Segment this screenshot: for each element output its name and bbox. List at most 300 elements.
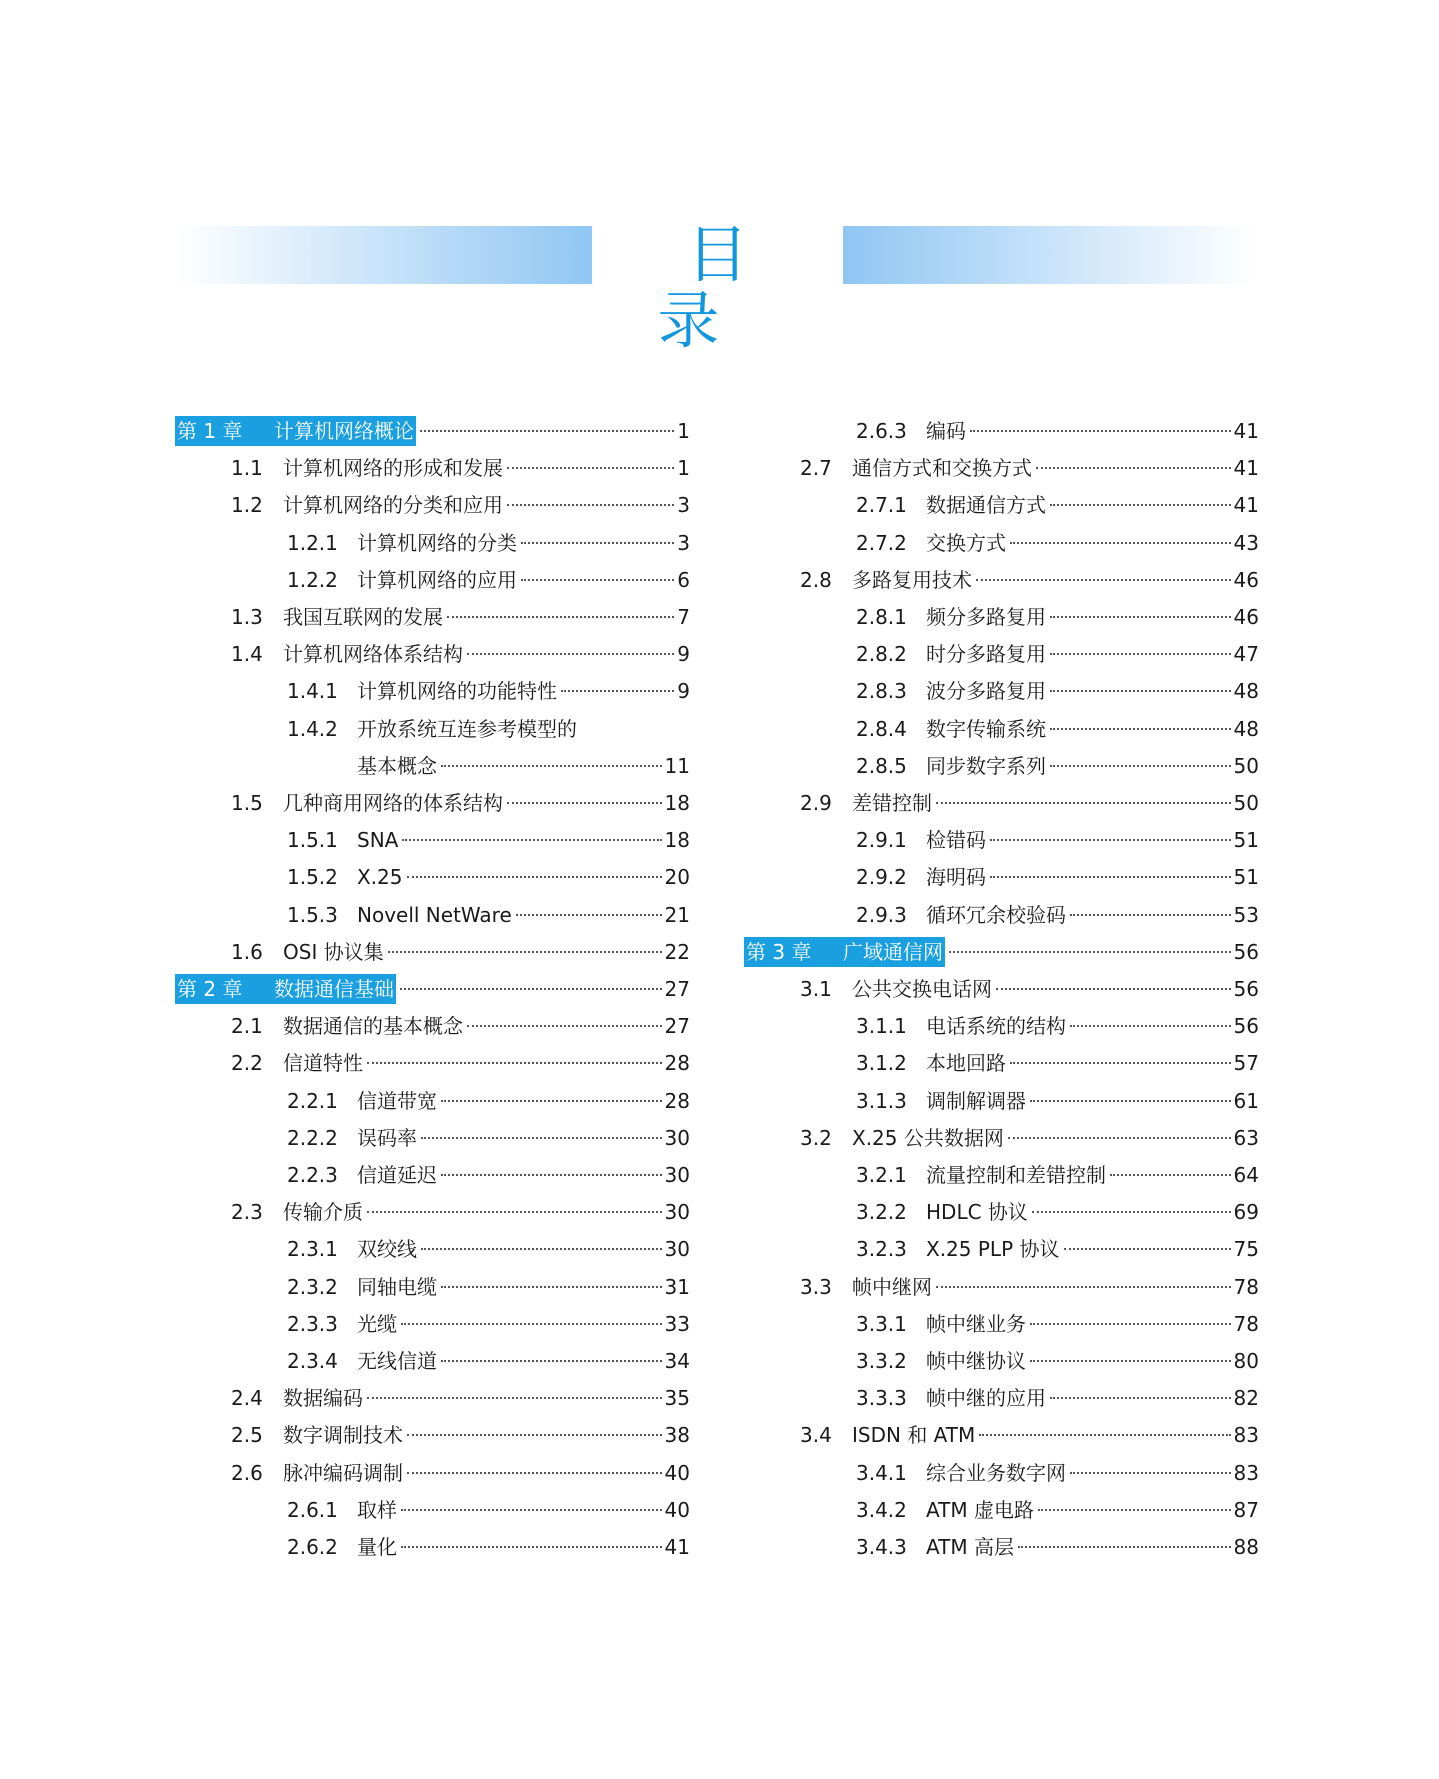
toc-entry-row[interactable] xyxy=(744,1048,1259,1078)
toc-entry[interactable] xyxy=(744,1197,1259,1227)
toc-leader-dots xyxy=(521,579,674,581)
toc-entry-row[interactable] xyxy=(744,1160,1259,1190)
toc-entry-row[interactable] xyxy=(744,1309,1259,1339)
toc-entry-number: 1.5.3 xyxy=(287,902,338,927)
toc-entry[interactable] xyxy=(744,1532,1259,1562)
toc-leader-dots xyxy=(1032,1211,1231,1213)
toc-entry[interactable] xyxy=(744,1346,1259,1376)
toc-entry-number: 3.3.3 xyxy=(856,1386,907,1411)
toc-leader-dots xyxy=(1070,1472,1231,1474)
toc-entry-title: 光缆 xyxy=(357,1311,397,1336)
toc-page-number: 78 xyxy=(1233,1274,1259,1299)
toc-entry-title: 综合业务数字网 xyxy=(926,1460,1066,1485)
toc-leader-dots xyxy=(447,616,674,618)
toc-page-number: 48 xyxy=(1233,679,1259,704)
toc-entry[interactable] xyxy=(744,714,1259,744)
toc-entry-row[interactable] xyxy=(175,1272,690,1302)
toc-leader-dots xyxy=(507,504,674,506)
toc-entry-row[interactable] xyxy=(744,639,1259,669)
toc-entry-row[interactable] xyxy=(175,900,690,930)
toc-entry-row[interactable] xyxy=(175,1495,690,1525)
toc-leader-dots xyxy=(1050,504,1231,506)
toc-entry[interactable] xyxy=(744,1272,1259,1302)
toc-entry[interactable] xyxy=(175,862,690,892)
toc-entry[interactable] xyxy=(744,937,1259,967)
toc-entry[interactable] xyxy=(175,565,690,595)
toc-entry[interactable] xyxy=(744,788,1259,818)
toc-page-number: 20 xyxy=(664,865,690,890)
toc-entry[interactable] xyxy=(744,602,1259,632)
toc-entry[interactable] xyxy=(175,639,690,669)
toc-page-number: 48 xyxy=(1233,716,1259,741)
toc-entry[interactable] xyxy=(175,528,690,558)
toc-leader-dots xyxy=(1036,467,1231,469)
toc-entry[interactable] xyxy=(175,1160,690,1190)
toc-leader-dots xyxy=(441,1174,662,1176)
toc-entry-number: 2.8.5 xyxy=(856,753,907,778)
toc-page-number: 30 xyxy=(664,1200,690,1225)
toc-page-number: 41 xyxy=(1233,419,1259,443)
toc-entry-title: 数据通信基础 xyxy=(274,974,396,1004)
toc-entry[interactable] xyxy=(175,937,690,967)
toc-entry-number: 2.9.2 xyxy=(856,865,907,890)
toc-entry-number: 3.3.1 xyxy=(856,1311,907,1336)
toc-page-number: 30 xyxy=(664,1163,690,1187)
toc-entry[interactable] xyxy=(744,1123,1259,1153)
toc-page-number: 35 xyxy=(664,1386,690,1411)
toc-entry-number: 1.6 xyxy=(231,939,263,964)
toc-entry-title: Novell NetWare xyxy=(357,902,512,927)
toc-leader-dots xyxy=(976,579,1231,581)
toc-page-number: 38 xyxy=(664,1423,690,1448)
toc-leader-dots xyxy=(507,467,674,469)
toc-leader-dots xyxy=(1050,653,1231,655)
toc-entry-row[interactable] xyxy=(744,1234,1259,1264)
toc-entry[interactable] xyxy=(175,1309,690,1339)
toc-entry-row[interactable] xyxy=(744,1532,1259,1562)
toc-entry-title: 数据通信方式 xyxy=(926,493,1046,518)
toc-entry[interactable] xyxy=(175,1011,690,1041)
toc-entry-title: 数据通信的基本概念 xyxy=(283,1014,463,1039)
toc-page-number: 9 xyxy=(677,679,690,704)
toc-entry[interactable] xyxy=(175,1197,690,1227)
toc-entry[interactable] xyxy=(175,1458,690,1488)
toc-entry-row[interactable] xyxy=(175,1234,690,1264)
toc-leader-dots xyxy=(401,1509,662,1511)
toc-leader-dots xyxy=(420,430,674,432)
toc-entry-number: 2.6 xyxy=(231,1460,263,1485)
toc-entry[interactable] xyxy=(175,714,690,744)
toc-page-number: 18 xyxy=(664,828,690,853)
toc-chapter-row[interactable] xyxy=(175,974,690,1004)
toc-entry-row[interactable] xyxy=(744,1197,1259,1227)
toc-entry-row[interactable] xyxy=(175,1048,690,1078)
toc-entry-number: 1.2 xyxy=(231,493,263,518)
toc-entry-number: 3.1.3 xyxy=(856,1088,907,1113)
toc-leader-dots xyxy=(990,839,1231,841)
toc-leader-dots xyxy=(1050,728,1231,730)
toc-entry-row[interactable] xyxy=(175,676,690,706)
toc-entry-number: 1.5.1 xyxy=(287,828,338,853)
toc-entry-number: 2.1 xyxy=(231,1014,263,1039)
toc-page-number: 33 xyxy=(664,1311,690,1336)
toc-leader-dots xyxy=(1050,765,1231,767)
toc-page-number: 30 xyxy=(664,1125,690,1150)
toc-entry[interactable] xyxy=(744,751,1259,781)
toc-entry-title: HDLC 协议 xyxy=(926,1200,1028,1225)
toc-entry-title: 编码 xyxy=(926,419,966,443)
toc-entry-title: 双绞线 xyxy=(357,1237,417,1262)
toc-entry-number: 1.1 xyxy=(231,456,263,481)
toc-leader-dots xyxy=(990,876,1231,878)
toc-entry-number: 2.5 xyxy=(231,1423,263,1448)
toc-entry-row[interactable] xyxy=(175,825,690,855)
toc-entry-title: 帧中继业务 xyxy=(926,1311,1026,1336)
toc-leader-dots xyxy=(979,1434,1230,1436)
toc-leader-dots xyxy=(996,988,1231,990)
toc-entry[interactable] xyxy=(744,1160,1259,1190)
toc-entry[interactable] xyxy=(175,900,690,930)
toc-page-number: 69 xyxy=(1233,1200,1259,1225)
toc-entry[interactable] xyxy=(744,1383,1259,1413)
toc-entry[interactable] xyxy=(744,1234,1259,1264)
toc-entry-number: 3.2 xyxy=(800,1125,832,1150)
toc-leader-dots xyxy=(467,1025,662,1027)
toc-leader-dots xyxy=(1050,690,1231,692)
toc-leader-dots xyxy=(1070,1025,1231,1027)
toc-entry-row[interactable] xyxy=(744,1458,1259,1488)
toc-entry-title: 电话系统的结构 xyxy=(926,1014,1066,1039)
toc-entry-row[interactable] xyxy=(175,528,690,558)
toc-entry[interactable] xyxy=(744,528,1259,558)
toc-page-number: 28 xyxy=(664,1051,690,1076)
toc-entry-row[interactable] xyxy=(175,1458,690,1488)
toc-entry-row[interactable] xyxy=(175,862,690,892)
toc-entry-row[interactable] xyxy=(175,1420,690,1450)
toc-page-number: 3 xyxy=(677,493,690,518)
toc-entry-row[interactable] xyxy=(744,565,1259,595)
toc-entry-title: 取样 xyxy=(357,1497,397,1522)
toc-entry[interactable] xyxy=(175,1346,690,1376)
toc-leader-dots xyxy=(407,1434,662,1436)
toc-leader-dots xyxy=(970,430,1231,432)
toc-entry-row[interactable] xyxy=(175,1346,690,1376)
toc-entry-number: 3.4.3 xyxy=(856,1535,907,1559)
toc-entry[interactable] xyxy=(744,490,1259,520)
toc-page-number: 18 xyxy=(664,791,690,815)
toc-entry-number: 1.4.2 xyxy=(287,716,338,741)
toc-entry-row[interactable] xyxy=(744,1272,1259,1302)
toc-entry-row[interactable] xyxy=(175,1011,690,1041)
toc-leader-dots xyxy=(1110,1174,1231,1176)
toc-entry-title: 计算机网络的应用 xyxy=(357,567,517,592)
toc-page-number: 11 xyxy=(664,753,690,778)
toc-entry[interactable] xyxy=(175,825,690,855)
toc-entry-row[interactable] xyxy=(175,1086,690,1116)
toc-entry-row[interactable] xyxy=(744,453,1259,483)
toc-page-number: 80 xyxy=(1233,1349,1259,1373)
toc-entry[interactable] xyxy=(744,676,1259,706)
toc-entry-title: 计算机网络的功能特性 xyxy=(357,679,557,704)
toc-entry[interactable] xyxy=(175,490,690,520)
toc-entry-title: 本地回路 xyxy=(926,1051,1006,1076)
toc-page-number: 22 xyxy=(664,939,690,964)
toc-leader-dots xyxy=(521,542,674,544)
toc-entry-row[interactable] xyxy=(175,1197,690,1227)
toc-page-number: 63 xyxy=(1233,1125,1259,1150)
toc-entry-number: 3.1.2 xyxy=(856,1051,907,1076)
toc-entry[interactable] xyxy=(744,1420,1259,1450)
toc-entry-row[interactable] xyxy=(175,1532,690,1562)
toc-leader-dots xyxy=(1070,914,1231,916)
toc-entry-title: 帧中继的应用 xyxy=(926,1386,1046,1411)
toc-entry-row[interactable] xyxy=(744,751,1259,781)
toc-entry-title: 信道带宽 xyxy=(357,1088,437,1113)
toc-entry-row[interactable] xyxy=(744,862,1259,892)
toc-entry[interactable] xyxy=(744,565,1259,595)
toc-page-number: 61 xyxy=(1233,1088,1259,1113)
toc-entry-title: 交换方式 xyxy=(926,530,1006,555)
toc-entry-title: 我国互联网的发展 xyxy=(283,605,443,629)
toc-entry-title: 广域通信网 xyxy=(843,937,945,967)
toc-entry-number: 2.3.2 xyxy=(287,1274,338,1299)
toc-page-number: 75 xyxy=(1233,1237,1259,1262)
toc-entry[interactable] xyxy=(744,862,1259,892)
toc-entry-row[interactable] xyxy=(744,1011,1259,1041)
toc-entry-title: 数据编码 xyxy=(283,1386,363,1411)
toc-leader-dots xyxy=(936,802,1231,804)
toc-entry-number: 3.4 xyxy=(800,1423,832,1448)
toc-entry-title: 多路复用技术 xyxy=(852,567,972,592)
toc-entry-number: 第 3 章 xyxy=(744,937,843,967)
toc-page-number: 50 xyxy=(1233,791,1259,815)
toc-entry-number: 1.2.1 xyxy=(287,530,338,555)
toc-chapter-row[interactable] xyxy=(744,937,1259,967)
toc-entry-title: 信道延迟 xyxy=(357,1163,437,1187)
page-title: 目 录 xyxy=(657,218,807,357)
toc-entry-row[interactable] xyxy=(175,1309,690,1339)
toc-entry-number: 2.9.3 xyxy=(856,902,907,927)
toc-entry[interactable] xyxy=(175,676,690,706)
toc-leader-dots xyxy=(561,690,674,692)
toc-entry[interactable] xyxy=(744,1011,1259,1041)
toc-leader-dots xyxy=(401,1323,662,1325)
toc-page-number: 27 xyxy=(664,1014,690,1039)
toc-entry-number: 2.3.1 xyxy=(287,1237,338,1262)
toc-page-number: 28 xyxy=(664,1088,690,1113)
toc-entry-title: ATM 高层 xyxy=(926,1535,1014,1559)
toc-entry-row[interactable] xyxy=(744,1086,1259,1116)
toc-entry[interactable] xyxy=(175,1383,690,1413)
toc-entry-number: 1.5.2 xyxy=(287,865,338,890)
toc-entry[interactable] xyxy=(744,416,1259,446)
toc-entry-number: 2.2.3 xyxy=(287,1163,338,1187)
toc-entry-number: 2.3.3 xyxy=(287,1311,338,1336)
toc-entry-row[interactable] xyxy=(744,602,1259,632)
toc-leader-dots xyxy=(1030,1100,1231,1102)
toc-page-number: 41 xyxy=(1233,456,1259,481)
toc-header xyxy=(175,218,1255,357)
toc-entry[interactable] xyxy=(175,416,690,446)
toc-entry-number: 2.8.3 xyxy=(856,679,907,704)
toc-entry-title: 波分多路复用 xyxy=(926,679,1046,704)
toc-entry-row[interactable] xyxy=(744,1495,1259,1525)
toc-leader-dots xyxy=(400,988,662,990)
toc-entry[interactable] xyxy=(175,751,690,781)
toc-entry-title: 同步数字系列 xyxy=(926,753,1046,778)
toc-page-number: 3 xyxy=(677,530,690,555)
toc-leader-dots xyxy=(1050,1397,1231,1399)
toc-entry-number: 1.3 xyxy=(231,605,263,629)
toc-leader-dots xyxy=(1050,616,1231,618)
toc-leader-dots xyxy=(441,1100,662,1102)
toc-entry-row[interactable] xyxy=(744,1123,1259,1153)
toc-page-number: 27 xyxy=(664,977,690,1001)
toc-entry[interactable] xyxy=(175,1495,690,1525)
toc-page-number: 40 xyxy=(664,1497,690,1522)
toc-page-number: 21 xyxy=(664,902,690,927)
toc-entry-number: 3.1.1 xyxy=(856,1014,907,1039)
toc-entry-row[interactable] xyxy=(175,788,690,818)
toc-entry-row[interactable] xyxy=(744,490,1259,520)
toc-entry-title: 脉冲编码调制 xyxy=(283,1460,403,1485)
toc-leader-dots xyxy=(1030,1360,1231,1362)
toc-leader-dots xyxy=(441,1286,662,1288)
toc-page-number: 88 xyxy=(1233,1535,1259,1559)
toc-entry-title: 公共交换电话网 xyxy=(852,977,992,1001)
header-gradient-bar-right xyxy=(843,226,1255,284)
toc-entry[interactable] xyxy=(175,602,690,632)
toc-entry-number: 2.7.2 xyxy=(856,530,907,555)
toc-entry[interactable] xyxy=(744,453,1259,483)
toc-entry-number: 3.3.2 xyxy=(856,1349,907,1373)
toc-entry-row[interactable] xyxy=(744,974,1259,1004)
toc-leader-dots xyxy=(407,876,662,878)
toc-entry-row[interactable] xyxy=(175,602,690,632)
toc-leader-dots xyxy=(936,1286,1231,1288)
toc-page-number: 56 xyxy=(1233,1014,1259,1039)
toc-page-number: 43 xyxy=(1233,530,1259,555)
toc-entry[interactable] xyxy=(175,1048,690,1078)
toc-entry[interactable] xyxy=(744,900,1259,930)
toc-entry[interactable] xyxy=(175,1272,690,1302)
toc-entry-row[interactable] xyxy=(744,825,1259,855)
toc-entry-row[interactable] xyxy=(175,1123,690,1153)
toc-entry-row[interactable] xyxy=(175,565,690,595)
toc-entry[interactable] xyxy=(744,974,1259,1004)
toc-entry-number: 第 1 章 xyxy=(175,416,274,446)
toc-entry[interactable] xyxy=(175,1123,690,1153)
toc-entry-number: 第 2 章 xyxy=(175,974,274,1004)
toc-leader-dots xyxy=(401,1546,662,1548)
toc-entry-row[interactable] xyxy=(744,900,1259,930)
toc-entry[interactable] xyxy=(175,1420,690,1450)
toc-entry-row[interactable] xyxy=(744,1346,1259,1376)
toc-entry[interactable] xyxy=(744,1309,1259,1339)
toc-page-number: 82 xyxy=(1233,1386,1259,1411)
toc-entry-row[interactable] xyxy=(744,788,1259,818)
toc-page-number: 51 xyxy=(1233,865,1259,890)
toc-entry-row[interactable] xyxy=(175,714,690,744)
toc-entry-row[interactable] xyxy=(175,639,690,669)
toc-page-number: 64 xyxy=(1233,1163,1259,1187)
toc-entry-row[interactable] xyxy=(744,528,1259,558)
toc-entry-title: 几种商用网络的体系结构 xyxy=(283,791,503,815)
toc-entry-number: 3.3 xyxy=(800,1274,832,1299)
toc-leader-dots xyxy=(1010,1062,1231,1064)
toc-leader-dots xyxy=(507,802,662,804)
toc-entry-row[interactable] xyxy=(175,937,690,967)
toc-entry[interactable] xyxy=(744,1458,1259,1488)
toc-entry[interactable] xyxy=(175,974,690,1004)
toc-entry-title: OSI 协议集 xyxy=(283,939,384,964)
toc-entry[interactable] xyxy=(744,1048,1259,1078)
toc-entry[interactable] xyxy=(175,1086,690,1116)
toc-entry-title: 无线信道 xyxy=(357,1349,437,1373)
toc-entry-title: X.25 公共数据网 xyxy=(852,1125,1004,1150)
toc-entry[interactable] xyxy=(175,1532,690,1562)
toc-entry-title: 开放系统互连参考模型的 xyxy=(357,716,577,741)
toc-entry-title: 计算机网络的形成和发展 xyxy=(283,456,503,481)
toc-entry-number: 3.2.3 xyxy=(856,1237,907,1262)
toc-entry-number: 3.4.1 xyxy=(856,1460,907,1485)
toc-entry-row[interactable] xyxy=(744,1420,1259,1450)
toc-entry-title: 计算机网络的分类和应用 xyxy=(283,493,503,518)
toc-chapter-row[interactable] xyxy=(175,416,690,446)
toc-entry[interactable] xyxy=(744,1495,1259,1525)
toc-entry-number: 3.2.2 xyxy=(856,1200,907,1225)
toc-entry-title: X.25 PLP 协议 xyxy=(926,1237,1060,1262)
toc-leader-dots xyxy=(1010,542,1231,544)
toc-entry-row[interactable] xyxy=(744,1383,1259,1413)
toc-page-number: 1 xyxy=(677,419,690,443)
toc-page-number: 50 xyxy=(1233,753,1259,778)
toc-entry-row[interactable] xyxy=(744,416,1259,446)
toc-leader-dots xyxy=(1008,1137,1231,1139)
toc-entry-row[interactable] xyxy=(175,751,690,781)
toc-entry-row[interactable] xyxy=(175,453,690,483)
toc-page-number: 31 xyxy=(664,1274,690,1299)
toc-page-number: 56 xyxy=(1233,977,1259,1001)
toc-entry-number: 1.5 xyxy=(231,791,263,815)
toc-entry-title: 时分多路复用 xyxy=(926,642,1046,667)
toc-entry-number: 2.8 xyxy=(800,567,832,592)
toc-entry-title: 帧中继协议 xyxy=(926,1349,1026,1373)
toc-leader-dots xyxy=(441,765,662,767)
toc-page-number: 46 xyxy=(1233,567,1259,592)
toc-entry-row[interactable] xyxy=(175,1383,690,1413)
toc-entry-row[interactable] xyxy=(744,676,1259,706)
toc-page-number: 34 xyxy=(664,1349,690,1373)
toc-leader-dots xyxy=(949,951,1231,953)
toc-entry[interactable] xyxy=(175,1234,690,1264)
toc-page-number: 51 xyxy=(1233,828,1259,853)
toc-leader-dots xyxy=(407,1472,662,1474)
toc-entry[interactable] xyxy=(175,453,690,483)
toc-entry-number: 2.3 xyxy=(231,1200,263,1225)
toc-entry-row[interactable] xyxy=(175,1160,690,1190)
toc-entry-title: 流量控制和差错控制 xyxy=(926,1163,1106,1187)
toc-entry[interactable] xyxy=(744,639,1259,669)
toc-entry-row[interactable] xyxy=(744,714,1259,744)
toc-entry[interactable] xyxy=(175,788,690,818)
toc-entry-title: SNA xyxy=(357,828,399,853)
toc-entry[interactable] xyxy=(744,825,1259,855)
toc-entry-number: 2.8.2 xyxy=(856,642,907,667)
toc-entry[interactable] xyxy=(744,1086,1259,1116)
toc-entry-row[interactable] xyxy=(175,490,690,520)
toc-page-number: 83 xyxy=(1233,1460,1259,1485)
